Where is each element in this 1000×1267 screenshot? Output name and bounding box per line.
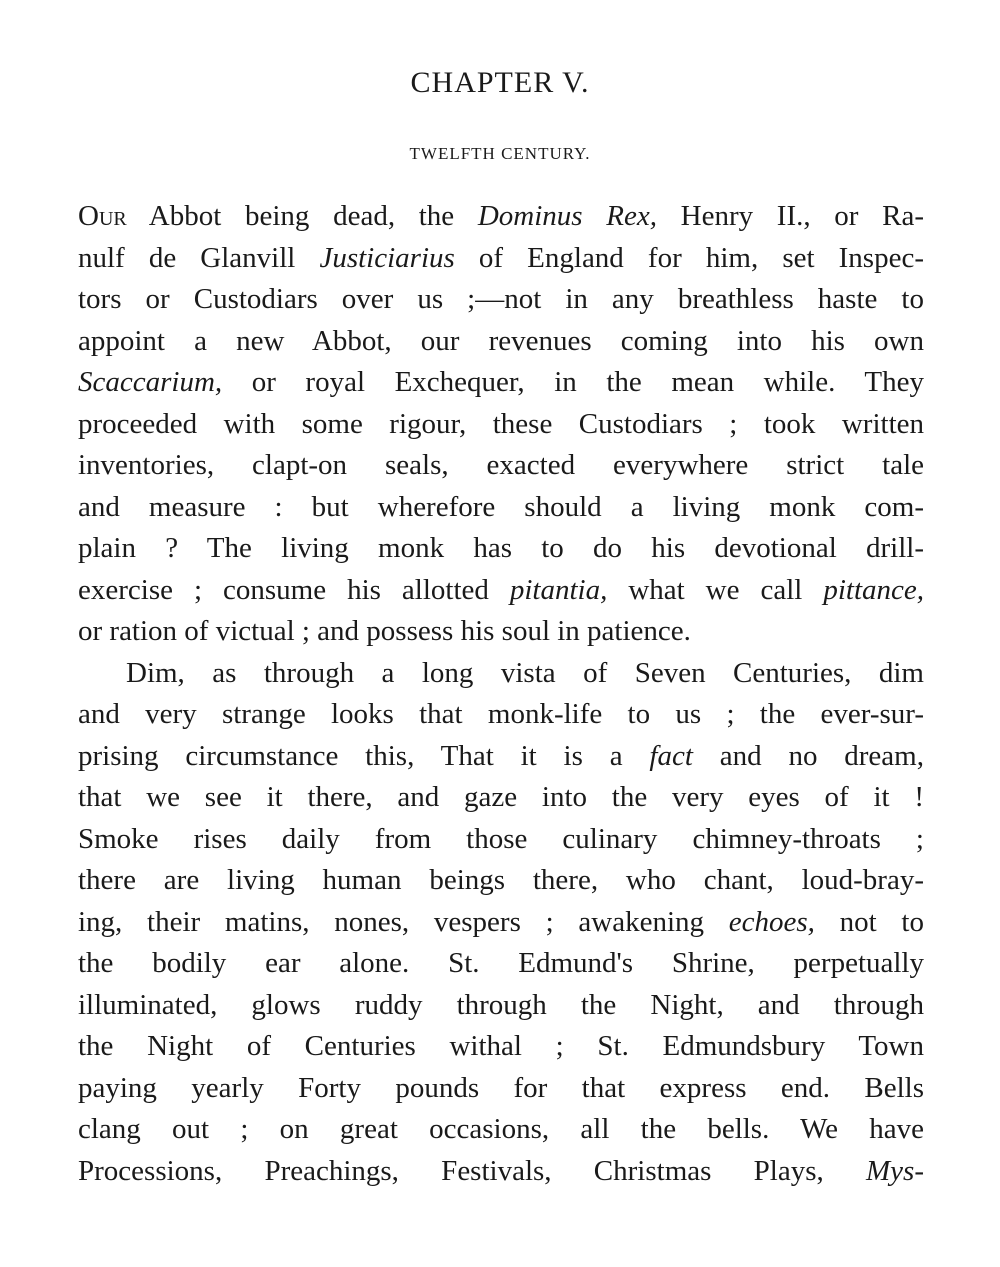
text-line [78,196,924,238]
text-line [78,238,924,280]
text-line [78,445,924,487]
text-line [78,902,924,944]
italic-text: Dominus Rex, [477,200,657,232]
text-segment: Smoke rises daily from those culinary chimney-throats ; [78,822,924,855]
text-segment: plain ? The living monk has to do his devotional drill- [78,532,924,564]
text-segment: nulf de Glanvill [78,241,320,274]
text-line [78,1109,924,1151]
text-segment: and no dream, [692,739,924,772]
text-segment: paying yearly Forty pounds for that express end. Bells [78,1071,924,1104]
text-segment: the bodily ear alone. St. Edmund's Shrine, perpetually [78,947,924,979]
text-line [78,279,924,321]
text-segment: exercise ; consume his allotted [78,573,510,606]
text-segment: or ration of victual ; and possess his soul in patience. [78,615,691,647]
text-segment: and measure : but wherefore should a living monk com- [78,490,924,523]
italic-text: Mys- [866,1154,924,1187]
text-line [78,943,924,985]
text-segment: illuminated, glows ruddy through the Night, and through [78,988,924,1021]
text-segment: inventories, clapt-on seals, exacted everywhere strict tale [78,449,924,481]
text-segment: clang out ; on great occasions, all the bells. We have [78,1113,924,1145]
text-segment: ing, their matins, nones, vespers ; awakening [78,905,729,938]
text-line [78,528,924,570]
small-caps-text: Our [78,200,127,232]
text-segment: there are living human beings there, who chant, loud-bray- [78,864,924,896]
text-segment: proceeded with some rigour, these Custodiars ; took written [78,407,924,440]
text-segment: the Night of Centuries withal ; St. Edmundsbury Town [78,1030,924,1062]
text-line [78,1068,924,1110]
italic-text: echoes, [728,905,815,938]
text-segment: Henry II., or Ra- [656,200,924,232]
text-line [78,362,924,404]
text-segment: Abbot being dead, the [126,200,478,232]
text-segment: tors or Custodiars over us ;—not in any breathless haste to [78,283,924,315]
text-line [78,1026,924,1068]
italic-text: pittance, [823,573,924,606]
text-segment: Dim, as through a long vista of Seven Centuries, dim [126,656,924,689]
text-line [78,570,924,612]
text-line [78,777,924,819]
text-line [78,321,924,363]
italic-text: Justiciarius [319,241,455,274]
text-line [78,985,924,1027]
text-line [78,860,924,902]
text-line [78,611,924,653]
text-line [78,404,924,446]
section-title: TWELFTH CENTURY. [409,144,591,163]
text-segment: and very strange looks that monk-life to us ; the ever-sur- [78,698,924,730]
text-segment: or royal Exchequer, in the mean while. They [222,366,924,398]
text-segment: of England for him, set Inspec- [454,241,924,274]
chapter-title: CHAPTER V. [410,66,590,99]
paragraph [78,653,924,1193]
text-line [78,694,924,736]
body-text [78,196,924,1192]
text-segment: prising circumstance this, That it is a [78,739,650,772]
paragraph [78,196,924,653]
text-segment: what we call [607,573,824,606]
text-line [78,487,924,529]
text-line [78,1151,924,1193]
text-line [78,736,924,778]
text-segment: not to [814,905,924,938]
text-segment: that we see it there, and gaze into the very eyes of it ! [78,781,924,813]
text-segment: appoint a new Abbot, our revenues coming into his own [78,324,924,357]
italic-text: Scaccarium, [78,366,223,398]
text-segment: Processions, Preachings, Festivals, Christmas Plays, [78,1154,867,1187]
italic-text: pitantia, [509,573,608,606]
italic-text: fact [649,739,693,772]
text-line [78,653,924,695]
text-line [78,819,924,861]
